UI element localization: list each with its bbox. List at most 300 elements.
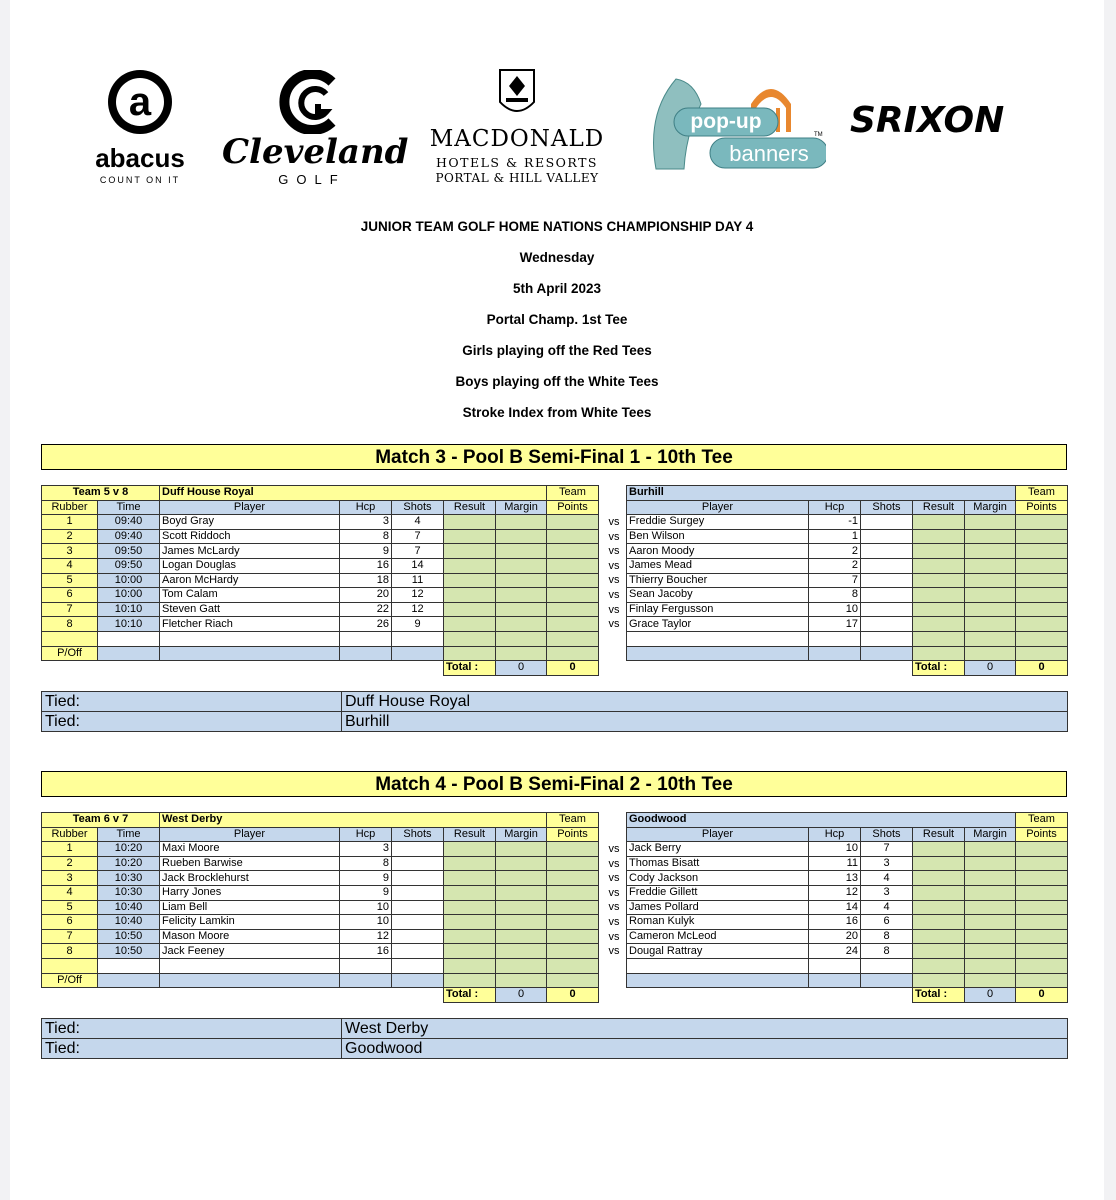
blank-cell (340, 958, 392, 973)
player-name: Rueben Barwise (160, 856, 340, 871)
points-cell (1016, 558, 1068, 573)
points-cell (547, 915, 599, 930)
rubber-number: 5 (42, 900, 98, 915)
blank-cell (809, 631, 861, 646)
vs-label: vs (608, 916, 620, 928)
points-cell (1016, 900, 1068, 915)
shots-received: 8 (861, 929, 913, 944)
points-header: Points (547, 500, 599, 515)
player-name: Jack Feeney (160, 944, 340, 959)
playoff-cell (627, 973, 809, 988)
playoff-cell (913, 646, 965, 661)
shots-received (861, 544, 913, 559)
points-cell (547, 900, 599, 915)
points-cell (1016, 885, 1068, 900)
table-row (627, 544, 1068, 559)
points-cell (1016, 544, 1068, 559)
shots-received (392, 944, 444, 959)
player-header: Player (627, 500, 809, 515)
shots-received (861, 602, 913, 617)
handicap: 10 (340, 915, 392, 930)
rubber-number: 2 (42, 529, 98, 544)
abacus-tagline: COUNT ON IT (99, 175, 181, 185)
margin-cell (965, 929, 1016, 944)
stroke-index-note: Stroke Index from White Tees (462, 405, 652, 420)
table-row (42, 929, 599, 944)
player-name: Logan Douglas (160, 558, 340, 573)
points-cell (547, 856, 599, 871)
result-cell (913, 915, 965, 930)
spacer-cell (98, 988, 160, 1003)
margin-cell (496, 842, 547, 857)
playoff-cell (160, 646, 340, 661)
player-name: Ben Wilson (627, 529, 809, 544)
points-cell (1016, 929, 1068, 944)
vs-label: vs (608, 618, 620, 631)
table-row (42, 588, 599, 603)
spacer-cell (861, 661, 913, 676)
blank-cell (913, 631, 965, 646)
tee-time: 10:40 (98, 900, 160, 915)
rubber-header: Rubber (42, 827, 98, 842)
table-row (42, 871, 599, 886)
result-cell (913, 529, 965, 544)
playoff-cell (340, 973, 392, 988)
blank-cell (392, 631, 444, 646)
playoff-cell (809, 973, 861, 988)
result-cell (913, 885, 965, 900)
result-cell (444, 856, 496, 871)
popup-line2: banners (729, 141, 809, 166)
shots-received (392, 885, 444, 900)
table-row (42, 544, 599, 559)
points-cell (547, 602, 599, 617)
tee-time: 10:20 (98, 842, 160, 857)
player-name: Maxi Moore (160, 842, 340, 857)
handicap: 26 (340, 617, 392, 632)
points-cell (1016, 617, 1068, 632)
playoff-cell (160, 973, 340, 988)
shots-received: 8 (861, 944, 913, 959)
spacer-cell (392, 988, 444, 1003)
player-name: Aaron McHardy (160, 573, 340, 588)
result-cell (913, 617, 965, 632)
shots-received (392, 900, 444, 915)
blank-cell (98, 958, 160, 973)
player-name: Harry Jones (160, 885, 340, 900)
tee-time: 09:40 (98, 529, 160, 544)
shots-header: Shots (392, 827, 444, 842)
macdonald-line3: PORTAL & HILL VALLEY (435, 171, 599, 185)
table-row (42, 602, 599, 617)
table-row (42, 842, 599, 857)
player-name: Tom Calam (160, 588, 340, 603)
tee-time: 10:10 (98, 617, 160, 632)
tee-time: 10:50 (98, 944, 160, 959)
margin-cell (965, 885, 1016, 900)
result-cell (444, 529, 496, 544)
vs-label: vs (608, 530, 620, 543)
blank-cell (98, 631, 160, 646)
team-points-header: Team (547, 813, 599, 828)
player-name: Freddie Gillett (627, 885, 809, 900)
handicap: 10 (809, 602, 861, 617)
points-cell (547, 588, 599, 603)
margin-cell (496, 515, 547, 530)
rubber-number: 7 (42, 929, 98, 944)
fixture-label: Team 6 v 7 (42, 813, 160, 828)
hcp-header: Hcp (809, 827, 861, 842)
tee-time: 10:00 (98, 588, 160, 603)
tied-label: Tied: (42, 692, 342, 712)
points-cell (1016, 515, 1068, 530)
blank-cell (392, 958, 444, 973)
result-cell (913, 573, 965, 588)
shots-received (861, 617, 913, 632)
blank-cell (965, 958, 1016, 973)
player-name: Finlay Fergusson (627, 602, 809, 617)
rubber-number: 4 (42, 885, 98, 900)
player-name: James McLardy (160, 544, 340, 559)
table-row (42, 558, 599, 573)
right-team-name: Burhill (627, 486, 1016, 501)
points-cell (547, 842, 599, 857)
cleveland-golf: GOLF (278, 172, 346, 187)
handicap: 3 (340, 515, 392, 530)
points-cell (1016, 842, 1068, 857)
player-name: Roman Kulyk (627, 915, 809, 930)
vs-label: vs (608, 857, 620, 870)
tied-team-name: Burhill (342, 712, 1068, 732)
tee-time: 09:50 (98, 544, 160, 559)
rubber-number: 6 (42, 915, 98, 930)
result-cell (913, 856, 965, 871)
playoff-cell (627, 646, 809, 661)
margin-cell (496, 944, 547, 959)
playoff-label: P/Off (42, 646, 98, 661)
points-header: Points (1016, 827, 1068, 842)
popup-banners-logo (646, 74, 826, 174)
rubber-number: 4 (42, 558, 98, 573)
blank-cell (160, 958, 340, 973)
handicap: 20 (809, 929, 861, 944)
shots-received: 6 (861, 915, 913, 930)
player-name: Grace Taylor (627, 617, 809, 632)
right-team-name: Goodwood (627, 813, 1016, 828)
player-name: Steven Gatt (160, 602, 340, 617)
blank-cell (627, 631, 809, 646)
total-label: Total : (913, 988, 965, 1003)
playoff-cell (861, 973, 913, 988)
handicap: 7 (809, 573, 861, 588)
abacus-logo (70, 65, 210, 185)
handicap: 14 (809, 900, 861, 915)
points-cell (1016, 856, 1068, 871)
srixon-wordmark: SRIXON (850, 100, 1005, 141)
shots-received: 4 (861, 871, 913, 886)
handicap: 2 (809, 558, 861, 573)
table-row (42, 885, 599, 900)
table-row (627, 900, 1068, 915)
points-cell (547, 529, 599, 544)
day-label: Wednesday (519, 250, 595, 265)
table-row (42, 915, 599, 930)
result-cell (913, 602, 965, 617)
handicap: 17 (809, 617, 861, 632)
blank-cell (965, 631, 1016, 646)
blank-cell (913, 958, 965, 973)
svg-text:a: a (128, 80, 152, 124)
handicap: 9 (340, 885, 392, 900)
player-header: Player (627, 827, 809, 842)
playoff-cell (444, 646, 496, 661)
result-cell (913, 544, 965, 559)
rubber-header: Rubber (42, 500, 98, 515)
margin-cell (496, 856, 547, 871)
result-cell (444, 915, 496, 930)
table-row (627, 617, 1068, 632)
blank-cell (444, 958, 496, 973)
margin-cell (496, 558, 547, 573)
shots-received (392, 871, 444, 886)
cleveland-wordmark: Cleveland (222, 132, 409, 172)
margin-cell (496, 529, 547, 544)
result-cell (913, 515, 965, 530)
handicap: 16 (340, 944, 392, 959)
shots-received: 3 (861, 856, 913, 871)
fixture-label: Team 5 v 8 (42, 486, 160, 501)
rubber-number: 1 (42, 842, 98, 857)
shots-received: 7 (392, 529, 444, 544)
result-cell (913, 842, 965, 857)
margin-cell (496, 588, 547, 603)
rubber-number: 1 (42, 515, 98, 530)
team-points-header: Team (1016, 486, 1068, 501)
player-header: Player (160, 500, 340, 515)
rubber-number: 6 (42, 588, 98, 603)
margin-cell (496, 915, 547, 930)
margin-cell (496, 900, 547, 915)
rubber-number: 3 (42, 871, 98, 886)
macdonald-wordmark: MACDONALD (429, 126, 605, 152)
total-points: 0 (1016, 988, 1068, 1003)
sponsor-logos (10, 60, 1104, 190)
handicap: 16 (809, 915, 861, 930)
margin-cell (965, 617, 1016, 632)
player-name: Cameron McLeod (627, 929, 809, 944)
shots-received: 4 (392, 515, 444, 530)
points-cell (547, 558, 599, 573)
handicap: 13 (809, 871, 861, 886)
margin-cell (965, 515, 1016, 530)
blank-cell (160, 631, 340, 646)
spacer-cell (627, 661, 809, 676)
rubber-number: 7 (42, 602, 98, 617)
abacus-wordmark: abacus (95, 143, 185, 173)
macdonald-crest-icon (422, 68, 612, 124)
blank-cell (42, 958, 98, 973)
rubber-number: 3 (42, 544, 98, 559)
points-cell (547, 885, 599, 900)
table-row (42, 617, 599, 632)
player-name: Sean Jacoby (627, 588, 809, 603)
handicap: 18 (340, 573, 392, 588)
result-cell (913, 929, 965, 944)
result-header: Result (444, 827, 496, 842)
result-cell (444, 588, 496, 603)
tied-table (41, 691, 1068, 732)
table-row (42, 900, 599, 915)
player-name: Jack Berry (627, 842, 809, 857)
right-team-table (626, 812, 1068, 1003)
rubber-number: 5 (42, 573, 98, 588)
tee-time: 10:20 (98, 856, 160, 871)
spacer-cell (340, 988, 392, 1003)
spacer-cell (809, 988, 861, 1003)
player-name: Boyd Gray (160, 515, 340, 530)
points-cell (1016, 588, 1068, 603)
match-title: Match 3 - Pool B Semi-Final 1 - 10th Tee (41, 444, 1067, 470)
shots-received (861, 529, 913, 544)
total-points: 0 (547, 661, 599, 676)
table-row (627, 885, 1068, 900)
table-row (627, 856, 1068, 871)
margin-cell (496, 544, 547, 559)
result-cell (444, 617, 496, 632)
table-row (42, 573, 599, 588)
table-row (627, 842, 1068, 857)
table-row (42, 944, 599, 959)
shots-received (392, 929, 444, 944)
player-name: Liam Bell (160, 900, 340, 915)
tee-time: 10:30 (98, 871, 160, 886)
girls-tees-note: Girls playing off the Red Tees (462, 343, 652, 358)
shots-received: 9 (392, 617, 444, 632)
handicap: 12 (809, 885, 861, 900)
left-team-table (41, 812, 599, 1003)
vs-label: vs (608, 843, 620, 855)
spacer-cell (340, 661, 392, 676)
tee-time: 10:30 (98, 885, 160, 900)
margin-cell (965, 544, 1016, 559)
time-header: Time (98, 500, 160, 515)
playoff-cell (496, 646, 547, 661)
result-cell (913, 558, 965, 573)
left-team-table (41, 485, 599, 676)
total-margin: 0 (965, 988, 1016, 1003)
blank-cell (496, 631, 547, 646)
tee-time: 10:40 (98, 915, 160, 930)
playoff-cell (861, 646, 913, 661)
player-name: Thomas Bisatt (627, 856, 809, 871)
tied-label: Tied: (42, 1039, 342, 1059)
tee-time: 10:50 (98, 929, 160, 944)
blank-cell (809, 958, 861, 973)
player-name: Thierry Boucher (627, 573, 809, 588)
margin-cell (965, 558, 1016, 573)
blank-cell (340, 631, 392, 646)
srixon-logo (850, 100, 1040, 150)
vs-label: vs (608, 603, 620, 616)
result-header: Result (913, 500, 965, 515)
spacer-cell (627, 988, 809, 1003)
shots-received (861, 558, 913, 573)
playoff-label: P/Off (42, 973, 98, 988)
total-points: 0 (1016, 661, 1068, 676)
margin-cell (965, 900, 1016, 915)
shots-received (861, 515, 913, 530)
playoff-cell (965, 646, 1016, 661)
blank-cell (496, 958, 547, 973)
total-label: Total : (444, 661, 496, 676)
blank-cell (627, 958, 809, 973)
left-team-name: West Derby (160, 813, 547, 828)
left-team-name: Duff House Royal (160, 486, 547, 501)
rubber-number: 2 (42, 856, 98, 871)
table-row (42, 856, 599, 871)
table-row (627, 602, 1068, 617)
points-header: Points (1016, 500, 1068, 515)
match-title: Match 4 - Pool B Semi-Final 2 - 10th Tee (41, 771, 1067, 797)
table-row (42, 515, 599, 530)
margin-cell (496, 885, 547, 900)
shots-received (392, 915, 444, 930)
margin-cell (965, 573, 1016, 588)
player-name: Aaron Moody (627, 544, 809, 559)
player-name: Jack Brocklehurst (160, 871, 340, 886)
spacer-cell (42, 988, 98, 1003)
cleveland-logo (222, 70, 409, 190)
result-cell (913, 588, 965, 603)
table-row (627, 588, 1068, 603)
playoff-cell (340, 646, 392, 661)
vs-label: vs (608, 559, 620, 572)
handicap: 9 (340, 544, 392, 559)
tied-label: Tied: (42, 1019, 342, 1039)
handicap: 12 (340, 929, 392, 944)
tied-team-name: West Derby (342, 1019, 1068, 1039)
venue-label: Portal Champ. 1st Tee (486, 312, 628, 327)
points-cell (547, 573, 599, 588)
handicap: 8 (340, 856, 392, 871)
tee-time: 09:40 (98, 515, 160, 530)
handicap: 10 (809, 842, 861, 857)
table-row (627, 529, 1068, 544)
points-cell (547, 617, 599, 632)
table-row (627, 915, 1068, 930)
shots-received: 7 (861, 842, 913, 857)
shots-received (861, 573, 913, 588)
spacer-cell (861, 988, 913, 1003)
player-name: Freddie Surgey (627, 515, 809, 530)
shots-received: 12 (392, 588, 444, 603)
margin-cell (496, 617, 547, 632)
shots-received: 3 (861, 885, 913, 900)
playoff-cell (444, 973, 496, 988)
total-margin: 0 (496, 661, 547, 676)
championship-title: JUNIOR TEAM GOLF HOME NATIONS CHAMPIONSHIP DAY 4 (360, 219, 754, 234)
table-row (627, 515, 1068, 530)
points-cell (547, 515, 599, 530)
player-name: James Mead (627, 558, 809, 573)
spacer-cell (160, 988, 340, 1003)
shots-received: 4 (861, 900, 913, 915)
handicap: 9 (340, 871, 392, 886)
result-cell (444, 602, 496, 617)
points-cell (1016, 944, 1068, 959)
rubber-number: 8 (42, 617, 98, 632)
playoff-cell (496, 973, 547, 988)
